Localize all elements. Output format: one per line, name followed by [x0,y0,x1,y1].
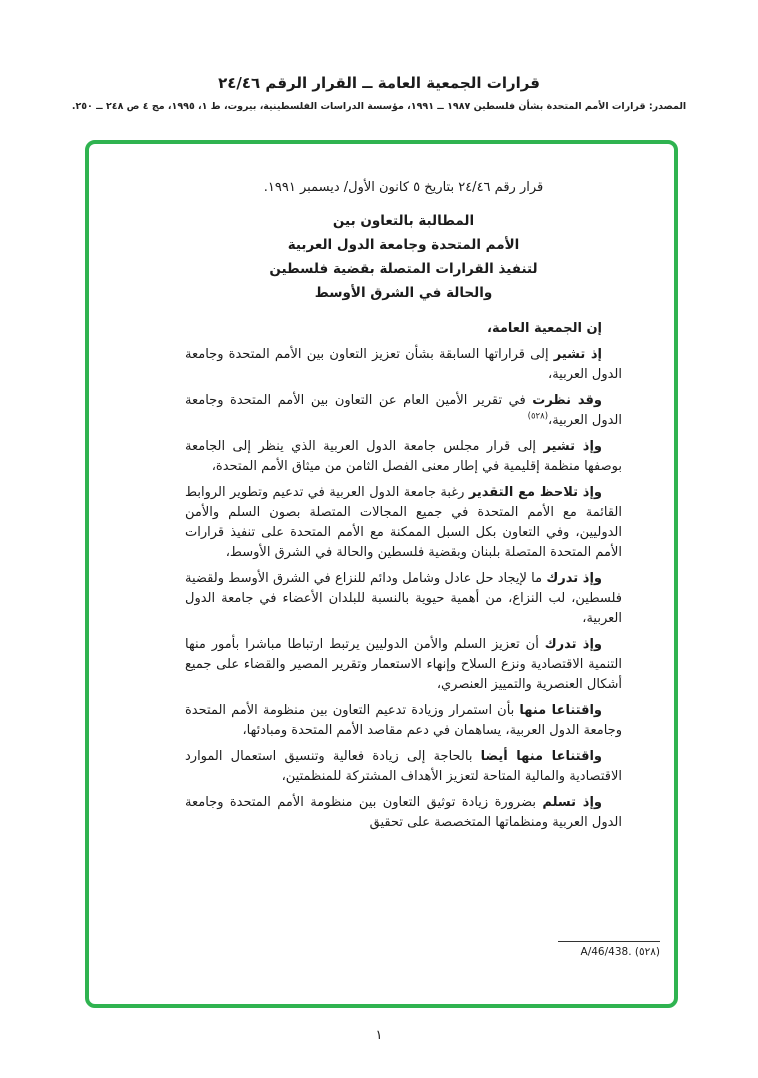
paragraph-lead: وإذ تدرك [544,637,602,652]
resolution-title-line: لتنفيذ القرارات المتصلة بقضية فلسطين [269,261,538,277]
paragraph-text: إلى قرار مجلس جامعة الدول العربية الذي ينظر إلى الجامعة بوصفها منظمة إقليمية في إطار معنى الفصل الثامن من ميثاق الأمم المتحدة، [185,439,622,474]
resolution-title-line: والحالة في الشرق الأوسط [314,285,493,301]
paragraph-lead: وإذ تسلم [542,795,602,810]
resolution-frame [85,140,678,1008]
footnote-text: (٥٢٨) A/46/438.‎ [580,946,660,958]
resolution-date-line: قرار رقم ٢٤/٤٦ بتاريخ ٥ كانون الأول/ ديسمبر ١٩٩١. [263,180,544,195]
paragraph-lead: وقد نظرت [532,393,602,408]
page-footer [0,1028,758,1043]
preamble-paragraph [185,701,622,741]
resolution-content [89,144,674,1004]
paragraph-lead: وإذ تشير [543,439,602,454]
paragraph-lead: واقتناعا منها [519,703,602,718]
preamble-paragraph [185,483,622,563]
resolution-title-line: الأمم المتحدة وجامعة الدول العربية [287,237,520,253]
paragraph-text: بالحاجة إلى زيادة فعالية وتنسيق استعمال الموارد الاقتصادية والمالية المتاحة لتعزيز الأهداف المشتركة للمنظمتين، [185,749,622,784]
paragraph-text: ما لإيجاد حل عادل وشامل ودائم للنزاع في الشرق الأوسط ولقضية فلسطين، لب النزاع، من أهمية حيوية بالنسبة للبلدان الأعضاء في جامعة الدول العربية، [185,571,622,626]
preamble-paragraph [185,747,622,787]
paragraph-text: بأن استمرار وزيادة تدعيم التعاون بين منظومة الأمم المتحدة وجامعة الدول العربية، يساهمان في دعم مقاصد الأمم المتحدة ومبادئها، [185,703,622,738]
page-number: ١ [375,1028,383,1043]
preamble-paragraph [185,345,622,385]
paragraph-lead: إذ تشير [553,347,602,362]
preamble-paragraph [185,793,622,833]
resolution-title-line: المطالبة بالتعاون بين [332,213,475,229]
page-header [0,74,758,112]
source-line: المصدر: قرارات الأمم المتحدة بشأن فلسطين ١٩٨٧ ــ ١٩٩١، مؤسسة الدراسات الفلسطينية، بيروت، ط ١، ١٩٩٥، مج ٤ ص ٢٤٨ ــ ٢٥٠. [71,101,687,112]
preamble-paragraph [185,391,622,431]
preamble-paragraph [185,635,622,695]
paragraph-text: في تقرير الأمين العام عن التعاون بين الأمم المتحدة وجامعة الدول العربية، [185,393,622,428]
paragraph-text: إلى قراراتها السابقة بشأن تعزيز التعاون بين الأمم المتحدة وجامعة الدول العربية، [185,347,622,382]
resolution-title [185,209,622,305]
opening-line: إن الجمعية العامة، [487,321,602,336]
preamble-paragraph [185,437,622,477]
paragraph-text: بضرورة زيادة توثيق التعاون بين منظومة الأمم المتحدة وجامعة الدول العربية ومنظماتها المتخصصة على تحقيق [185,795,622,830]
paragraph-lead: وإذ تلاحظ مع التقدير [468,485,602,500]
footnote [558,941,660,958]
paragraph-lead: واقتناعا منها أيضا [480,749,602,764]
paragraph-text: رغبة جامعة الدول العربية في تدعيم وتطوير الروابط القائمة مع الأمم المتحدة في جميع المجالات المتصلة بصون السلم والأمن الدوليين، وفي التعاون بكل السبل الممكنة مع الأمم المتحدة على تنفيذ قرارات الأمم المتحدة المتصلة بلبنان وبقضية فلسطين والحالة في الشرق الأوسط، [185,485,622,560]
footnote-separator [558,941,660,942]
preamble-paragraph [185,569,622,629]
paragraph-text: أن تعزيز السلم والأمن الدوليين يرتبط ارتباطا مباشرا بأمور منها التنمية الاقتصادية ونزع السلاح وإنهاء الاستعمار وتقرير المصير والقضاء على جميع أشكال العنصرية والتمييز العنصري، [185,637,622,692]
page-title: قرارات الجمعية العامة ــ القرار الرقم ٢٤/٤٦ [218,74,540,92]
paragraph-lead: وإذ تدرك [546,571,602,586]
footnote-ref: (٥٢٨) [527,411,549,422]
